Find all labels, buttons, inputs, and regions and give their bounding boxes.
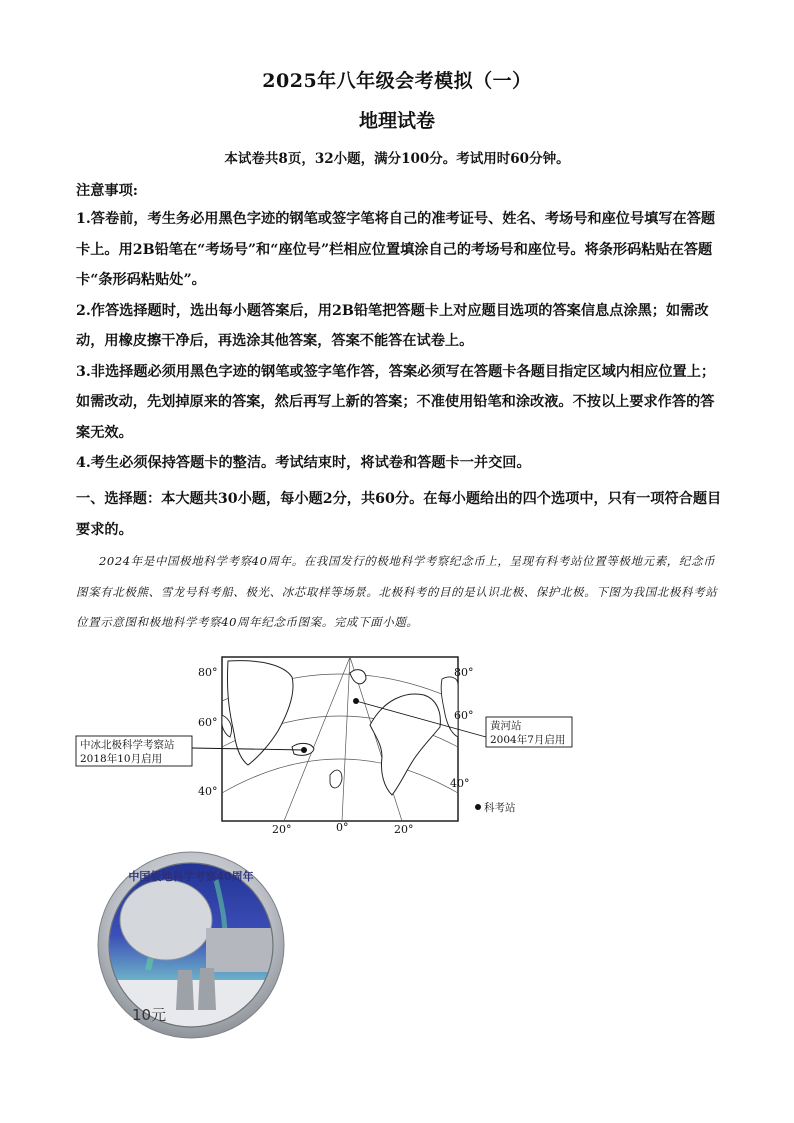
lat-label: 40° xyxy=(450,777,470,790)
station-yellow-river-name: 黄河站 xyxy=(490,720,522,732)
station-cn-iceland-date: 2018年10月启用 xyxy=(80,753,163,765)
station-yellow-river-date: 2004年7月启用 xyxy=(490,734,566,746)
lat-label: 80° xyxy=(454,666,474,679)
station-cn-iceland-name: 中冰北极科学考察站 xyxy=(80,739,175,751)
scientist-figure xyxy=(176,970,194,1010)
arctic-station-map xyxy=(70,655,566,840)
exam-info: 本试卷共8页，32小题，满分100分。考试用时60分钟。 xyxy=(224,151,570,167)
notice-list xyxy=(76,204,726,479)
page-subtitle: 地理试卷 xyxy=(358,110,435,132)
notice-title: 注意事项: xyxy=(76,183,138,199)
page-title: 2025年八年级会考模拟（一） xyxy=(262,70,532,92)
notice-item: 1.答卷前，考生务必用黑色字迹的钢笔或签字笔将自己的准考证号、姓名、考场号和座位号填写在答题卡上。用2B铅笔在“考场号”和“座位号”栏相应位置填涂自己的考场号和座位号。将条形码粘贴在答题卡“条形码粘贴处”。 xyxy=(76,211,716,288)
lon-label: 20° xyxy=(272,823,292,836)
lat-label: 60° xyxy=(454,709,474,722)
question-passage: 2024年是中国极地科学考察40周年。在我国发行的极地科学考察纪念币上，呈现有科考站位置等极地元素，纪念币图案有北极熊、雪龙号科考船、极光、冰芯取样等场景。北极科考的目的是认识北极、保护北极。下图为我国北极科考站位置示意图和极地科学考察40周年纪念币图案。完成下面小题。 xyxy=(76,554,718,629)
lat-label: 80° xyxy=(198,666,218,679)
globe-relief xyxy=(120,880,212,960)
notice-item: 4.考生必须保持答题卡的整洁。考试结束时，将试卷和答题卡一并交回。 xyxy=(76,455,531,471)
coin-rim-text: 中国极地科学考察40周年 xyxy=(128,870,254,883)
notice-item: 3.非选择题必须用黑色字迹的钢笔或签字笔作答，答案必须写在答题卡各题目指定区域内相应位置上；如需改动，先划掉原来的答案，然后再写上新的答案；不准使用铅笔和涂改液。不按以上要求作答的答案无效。 xyxy=(76,363,716,441)
ship-relief xyxy=(206,928,276,972)
notice-item: 2.作答选择题时，选出每小题答案后，用2B铅笔把答题卡上对应题目选项的答案信息点涂黑；如需改动，用橡皮擦干净后，再选涂其他答案，答案不能答在试卷上。 xyxy=(76,302,709,349)
section-heading: 一、选择题：本大题共30小题，每小题2分，共60分。在每小题给出的四个选项中，只有一项符合题目要求的。 xyxy=(76,491,722,538)
lat-label: 60° xyxy=(198,716,218,729)
scientist-figure xyxy=(198,968,216,1010)
legend-label: 科考站 xyxy=(484,802,516,814)
lat-label: 40° xyxy=(198,785,218,798)
legend-marker xyxy=(475,804,481,810)
commemorative-coin xyxy=(96,850,286,1040)
lon-label: 0° xyxy=(336,821,349,834)
coin-denomination: 10元 xyxy=(132,1006,167,1024)
lon-label: 20° xyxy=(394,823,414,836)
